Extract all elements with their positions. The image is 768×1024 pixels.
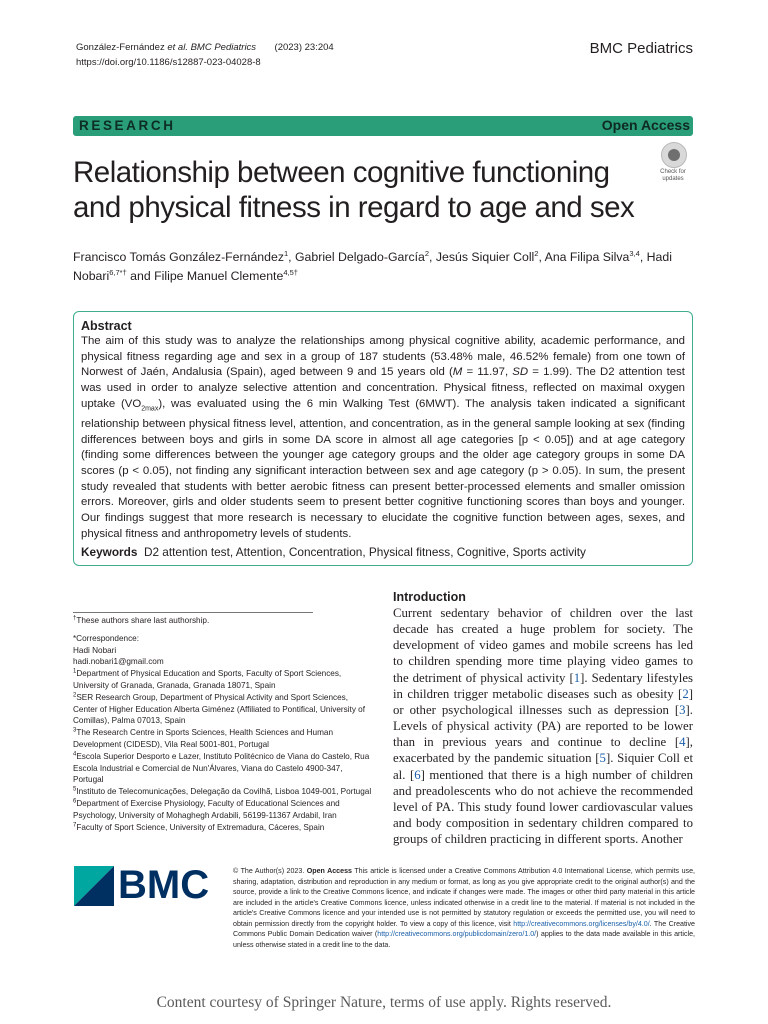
author-name[interactable]: Filipe Manuel Clemente [154,269,284,283]
affiliation-number: 7 [73,821,77,828]
affiliation-text: Department of Physical Education and Sports, Faculty of Sport Sciences, University of Granada, Granada, Granada 18071, Spain [73,669,342,690]
open-access-label: Open Access [601,117,690,133]
author-affiliation-marker: 2 [534,248,539,258]
affiliation-item [73,668,373,692]
author-name[interactable]: Ana Filipa Silva [544,250,630,264]
research-label: RESEARCH [79,118,176,133]
mean-label: M [452,366,463,379]
courtesy-footer: Content courtesy of Springer Nature, terms of use apply. Rights reserved. [156,994,612,1011]
sd-label: SD [512,366,529,379]
keywords-list: D2 attention test, Attention, Concentration, Physical fitness, Cognitive, Sports activity [143,545,586,560]
introduction-heading: Introduction [393,590,466,604]
license-text-1: This article is licensed under a Creative Commons Attribution 4.0 International License, which permits use, sharing, adaptation, distribution and reproduction in any medium or format, as long as you give appropriate credit to the original author(s) and the source, provide a link to the Creative Commons licence, and indicate if changes were made. The images or other third party material in this article are included in the article's Creative Commons licence, unless indicated otherwise in a credit line to the material. If material is not included in the article's Creative Commons licence and your intended use is not permitted by statutory regulation or exceeds the permitted use, you will need to obtain permission directly from the copyright holder. To view a copy of this licence, visit [233,867,695,928]
license-text-3: ) applies to the data made available in this article, unless otherwise stated in a credit line to the data. [233,930,695,949]
author-name[interactable]: Jesús Siquier Coll [435,250,535,264]
check-for-updates-badge[interactable] [654,142,692,186]
badge-text [654,169,692,183]
affiliation-item [73,798,373,822]
affiliation-text: Escola Superior Desporto e Lazer, Instituto Politécnico de Viana do Castelo, Rua Escola Industrial e Comercial de Nun'Álvares, Viana do Castelo 4900-347, Portugal [73,751,370,785]
shared-authorship-note: †These authors share last authorship. [73,615,210,625]
affiliation-text: SER Research Group, Department of Physical Activity and Sport Sciences, Center of Higher Education Alberta Giménez (Affiliated to Pontifical, University of Comillas), Palma 07013, Spain [73,692,366,726]
article-title: Relationship between cognitive functioning and physical fitness in regard to age and sex [73,156,635,224]
license-copyright: © The Author(s) 2023. [233,867,307,875]
sd-value: = 1.99). The D2 attention test was used in order to analyze selective attention and concentration. Physical fitness, reflected on maximal oxygen uptake (VO [81,366,685,410]
affiliation-item [73,692,373,727]
citation-link[interactable]: 1 [573,670,581,685]
author-affiliation-marker: 6,7*† [109,267,127,277]
author-separator: , [288,250,295,264]
correspondence-label: *Correspondence: [73,633,139,643]
abstract-part-1: The aim of this study was to analyze the relationships among physical cognitive ability, academic performance, and physical fitness regarding age and sex in a group of 187 students (53.48% male, 46.52% female) from one town of Norwest of Jaén, Andalusia (Spain), aged between 9 and 15 years old ( [81,335,685,379]
affiliation-text: Faculty of Sport Science, University of Extremadura, Cáceres, Spain [76,822,325,832]
intro-seg-1: Current sedentary behavior of children over the last decade has created a huge problem for society. The development of video games and mobile screens has led to children spending more time playing video games to the detriment of physical activity [ [393,606,693,685]
author-affiliation-marker: 3,4 [629,248,640,258]
affiliation-text: Instituto de Telecomunicações, Delegação da Covilhã, Lisboa 1049-001, Portugal [76,787,372,797]
badge-line-2: updates [662,176,684,182]
affiliation-number: 3 [73,727,77,734]
author-affiliation-marker: 2 [424,248,430,258]
affiliation-text: Department of Exercise Physiology, Faculty of Educational Sciences and Psychology, University of Mohaghegh Ardabili, 56199-11367 Ardabil, Iran [73,798,340,820]
mean-value: = 11.97, [462,366,513,379]
author-separator: , [429,250,436,264]
correspondence-email[interactable]: hadi.nobari1@gmail.com [73,657,164,667]
abstract-text [81,334,685,542]
citation-link[interactable]: 2 [682,686,689,701]
intro-seg-5: ], exacerbated by the pandemic situation [ [393,735,693,766]
crossmark-icon [661,142,687,168]
bmc-logo-text: BMC [118,863,210,907]
author-separator: , [538,250,545,264]
citation-link[interactable]: 6 [414,767,421,782]
author-affiliation-marker: 1 [283,248,289,258]
license-statement [233,866,695,950]
keywords [81,543,685,561]
shared-authorship-text: These authors share last authorship. [76,616,210,625]
license-text-2: . The Creative Commons Public Domain Dedication waiver ( [233,919,695,938]
citation-link[interactable]: 3 [679,702,686,717]
affiliation-number: 5 [73,786,77,793]
vo2-subscript: 2max [141,405,159,413]
research-bar [73,116,693,136]
abstract-part-2: ), was evaluated using the 6 min Walking Test (6MWT). The analysis taken indicated a significant relationship between physical fitness level, attention, and concentration, as in the general sample looking at sex (finding differences between boys and girls in some DA score in almost all age categories [p < 0.05]) and at age category (finding some differences between the younger age category groups and the older age category groups in some DA scores (p < 0.05), not finding any significant interaction between sex and age category (p > 0.05). In sum, the present study revealed that students with better aerobic fitness can present better-processed elements and smaller omission errors. Moreover, girls and older students seem to present better cognitive functioning scores than boys and younger. Our findings suggest that more research is necessary to elucidate the cognitive function between ages, sexes, and physical fitness and anthropometry levels of students. [81,397,685,540]
license-link-cc-by[interactable]: http://creativecommons.org/licenses/by/4.0/ [513,919,650,928]
bmc-logo [74,863,214,907]
affiliation-number: 2 [73,692,77,699]
doi-link[interactable]: https://doi.org/10.1186/s12887-023-04028-8 [76,57,261,68]
badge-line-1: Check for [660,169,686,175]
intro-seg-3: ] or other psychological illnesses such as depression [ [393,686,693,717]
author-name[interactable]: Hadi Nobari [73,250,672,283]
affiliation-number: 6 [73,798,77,805]
citation-link[interactable]: 5 [599,751,606,766]
abstract-box [73,311,693,566]
author-name[interactable]: Francisco Tomás González-Fernández [73,250,284,264]
intro-seg-7: ] mentioned that there is a high number of children and preadolescents who do not achieve the recommended level of PA. This study found lower cardiovascular values and body composition in sedentary children compared to groups of children practicing in different sports. Another [393,767,693,847]
affiliation-text: The Research Centre in Sports Sciences, Health Sciences and Human Development (CIDESD), Vila Real 5001-801, Portugal [73,728,334,749]
correspondence-name: Hadi Nobari [73,645,117,655]
affiliation-item [73,786,373,798]
author-affiliation-marker: 4,5† [283,267,298,277]
introduction-text [393,605,693,847]
affiliation-item [73,751,373,786]
author-list [73,248,693,286]
affiliation-list [73,668,373,833]
keywords-label: Keywords [81,545,138,560]
citation-authors: González-Fernández [76,42,168,53]
bmc-logo-mark-icon [74,866,114,906]
intro-seg-6: ]. Siquier Coll et al. [ [393,751,693,782]
license-link-cc-zero[interactable]: http://creativecommons.org/publicdomain/zero/1.0/ [377,930,537,938]
affiliation-number: 4 [73,751,77,758]
journal-name: BMC Pediatrics [589,40,693,57]
affiliation-number: 1 [73,668,77,675]
abstract-heading: Abstract [81,319,132,333]
citation-year: (2023) 23:204 [274,42,334,53]
intro-seg-2: ]. Sedentary lifestyles in children trigger metabolic diseases such as obesity [ [393,670,693,701]
footnotes [73,615,373,833]
author-separator: , [639,250,647,264]
citation-header [76,40,334,70]
citation-journal: et al. BMC Pediatrics [167,42,257,53]
license-open-access: Open Access [306,867,352,875]
intro-seg-4: ]. Levels of physical activity (PA) are reported to be lower than in previous years and continue to decline [ [393,702,693,750]
author-name[interactable]: Gabriel Delgado-García [294,250,425,264]
citation-link[interactable]: 4 [679,735,686,750]
footnote-divider [73,612,313,613]
affiliation-item [73,822,373,834]
author-separator: and [126,269,155,283]
affiliation-item [73,727,373,751]
